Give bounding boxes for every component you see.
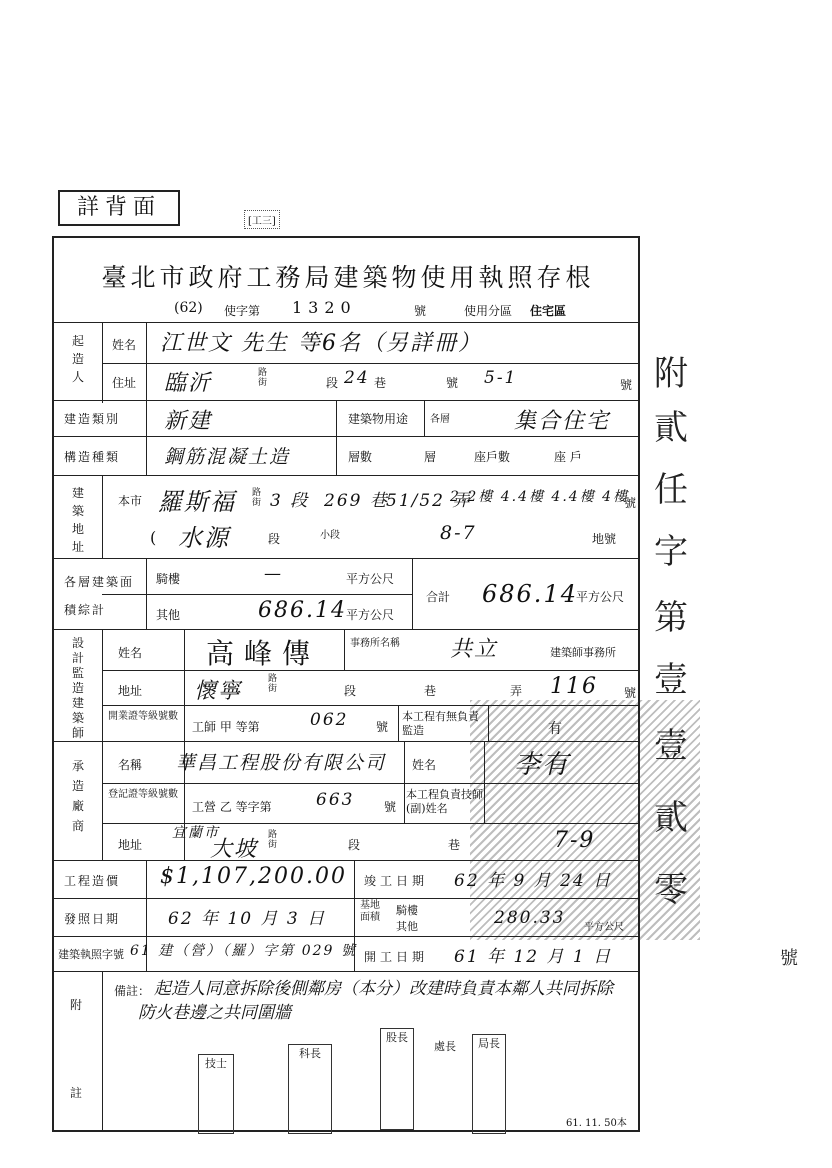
seal-technician: 技士	[198, 1054, 234, 1134]
contractor-addr-road-unit: 路街	[268, 830, 278, 850]
notes-section-top: 附	[70, 998, 83, 1012]
done-date-label: 竣工日期	[364, 874, 429, 888]
site-sec: 3 段	[270, 491, 310, 511]
zone-value: 住宅區	[530, 304, 567, 318]
site-no: 51/52 弄	[386, 491, 472, 511]
notes-label: 備註：	[114, 984, 151, 998]
margin-char: 附	[654, 354, 688, 394]
designer-office-value: 共立	[450, 637, 499, 662]
contractor-reg-label: 登記證等級號數	[108, 789, 178, 800]
margin-char: 任	[654, 470, 688, 510]
build-permit-value: 61 建（營）（羅）字第 029 號	[130, 943, 357, 959]
designer-addr-road: 路街	[268, 674, 278, 694]
applicant-no-label: 號	[446, 376, 459, 390]
site-suffix: 號	[624, 496, 637, 510]
area-arcade-unit: 平方公尺	[346, 572, 395, 586]
cost-label: 工程造價	[64, 874, 121, 888]
start-date-label: 開工日期	[364, 950, 429, 964]
zone-label: 使用分區	[464, 304, 513, 318]
structure-value: 鋼筋混凝土造	[164, 446, 291, 468]
permit-form	[52, 236, 640, 1132]
designer-addr-value: 懷寧	[194, 679, 243, 704]
site-line2-sec: 段	[268, 532, 281, 546]
site-line2-no: 8-7	[440, 522, 477, 544]
margin-char: 貳	[654, 798, 688, 838]
designer-addr-no: 116	[550, 674, 598, 699]
form-title: 臺北市政府工務局建築物使用執照存根	[101, 263, 595, 292]
designer-addr-label: 地址	[118, 684, 143, 698]
contractor-addr-road: 大坡	[210, 837, 259, 862]
base-area-unit: 平方公尺	[584, 922, 624, 933]
applicant-lane-value: 24	[344, 368, 370, 388]
margin-char: 號	[780, 948, 798, 969]
seal-section-chief: 科長	[288, 1044, 332, 1134]
floors-label: 層數	[348, 450, 373, 464]
area-total-value: 686.14	[482, 580, 578, 608]
site-line2-value: 水源	[178, 524, 230, 552]
contractor-reg-no: 663	[316, 790, 355, 810]
designer-name-value: 高峰傳	[206, 637, 321, 670]
issue-date-label: 發照日期	[64, 912, 121, 926]
permit-year: (62)	[174, 300, 203, 316]
designer-license-suffix: 號	[376, 720, 389, 734]
permit-number: 1320	[292, 298, 357, 317]
contractor-reg-suffix: 號	[384, 800, 397, 814]
contractor-addr-lane: 巷	[448, 838, 461, 852]
base-area-label: 基地面積	[360, 900, 380, 923]
document-tag: 詳背面	[58, 190, 180, 226]
applicant-address-road: 臨沂	[164, 371, 213, 396]
designer-license-no: 062	[310, 710, 349, 730]
designer-section-label: 設計監造建築師	[71, 636, 84, 740]
contractor-person-label: 姓名	[412, 758, 437, 772]
category-value: 新建	[164, 409, 213, 434]
notes-line1: 起造人同意拆除後側鄰房（本分）改建時負責本鄰人共同拆除	[154, 979, 613, 999]
site-section-label: 建築地址	[71, 486, 84, 554]
floors-value: 層	[424, 450, 437, 464]
base-area-value: 280.33	[494, 908, 566, 928]
notes-section-bottom: 註	[70, 1086, 83, 1100]
site-road: 羅斯福	[158, 488, 236, 516]
use-label: 建築物用途	[348, 412, 409, 426]
area-total-label: 合計	[426, 590, 451, 604]
designer-addr-sec: 段	[344, 684, 357, 698]
margin-char: 貳	[654, 408, 688, 448]
start-date-value: 61 年 12 月 1 日	[454, 947, 613, 967]
margin-char: 壹	[654, 726, 688, 766]
units-label: 座戶數	[474, 450, 511, 464]
form-print-code: 61. 11. 50本	[566, 1118, 627, 1129]
contractor-addr-no: 7-9	[554, 828, 596, 853]
permit-prefix: 使字第	[224, 304, 261, 318]
applicant-section-label: 起造人	[71, 334, 84, 384]
site-line2-suffix: 地號	[592, 532, 617, 546]
contractor-name-label: 名稱	[118, 758, 143, 772]
designer-office-label: 事務所名稱	[350, 638, 400, 649]
margin-char: 第	[654, 598, 688, 638]
site-detail: 2.2樓 4.4樓 4.4樓 4樓	[450, 489, 630, 505]
designer-supervise-value: 有	[548, 721, 562, 737]
structure-label: 構造種類	[64, 450, 121, 464]
seal-commissioner: 局長	[472, 1034, 506, 1134]
site-city: 本市	[118, 494, 143, 508]
margin-char: 壹	[654, 660, 688, 700]
contractor-tech-label: 本工程負責技師(副)姓名	[406, 788, 483, 815]
margin-char: 字	[654, 532, 688, 572]
designer-supervise-label: 本工程有無負責監造	[402, 710, 479, 737]
area-other-unit: 平方公尺	[346, 608, 395, 622]
applicant-no-value: 5-1	[484, 368, 518, 388]
site-line2-small: 小段	[320, 530, 340, 541]
contractor-reg-class: 工營 乙 等字第	[192, 800, 272, 814]
site-lane: 269 巷	[324, 491, 389, 511]
applicant-address-label: 住址	[112, 376, 137, 390]
cost-value: $1,107,200.00	[160, 864, 347, 889]
seal-unit-chief: 股長	[380, 1028, 414, 1130]
designer-addr-lane: 巷	[424, 684, 437, 698]
corner-stamp: [工三]	[244, 210, 280, 229]
designer-addr-suffix: 號	[624, 686, 637, 700]
contractor-name-value: 華昌工程股份有限公司	[176, 752, 387, 774]
designer-name-label: 姓名	[118, 646, 143, 660]
area-arcade-value: —	[264, 564, 283, 584]
area-other-value: 686.14	[258, 598, 347, 623]
category-label: 建造類別	[64, 412, 121, 426]
build-permit-label: 建築執照字號	[58, 948, 124, 961]
area-section-label: 各層建築面積綜計	[64, 575, 135, 617]
contractor-addr-label: 地址	[118, 838, 143, 852]
applicant-sec-label: 段	[326, 376, 339, 390]
base-arcade-label: 騎樓	[396, 904, 418, 917]
contractor-section-label: 承造廠商	[71, 759, 84, 833]
applicant-name-label: 姓名	[112, 338, 137, 352]
issue-date-value: 62 年 10 月 3 日	[168, 909, 327, 929]
site-road-unit: 路街	[252, 488, 262, 508]
applicant-no-suffix: 號	[620, 378, 633, 392]
contractor-addr-sec: 段	[348, 838, 361, 852]
applicant-name-value: 江世文 先生 等6名（另詳冊）	[160, 331, 482, 356]
contractor-person-value: 李有	[514, 750, 571, 780]
units-value: 座 戶	[554, 450, 582, 464]
designer-addr-no-label: 弄	[510, 684, 523, 698]
area-total-unit: 平方公尺	[576, 590, 625, 604]
seal-director: 處長	[434, 1040, 456, 1053]
applicant-lane-label: 巷	[374, 376, 387, 390]
margin-char: 零	[654, 870, 688, 910]
use-value: 集合住宅	[514, 409, 611, 434]
designer-license-class: 工師 甲 等第	[192, 720, 260, 734]
permit-suffix: 號	[414, 304, 427, 318]
site-paren: (	[150, 528, 157, 547]
notes-line2: 防火巷邊之共同圍牆	[138, 1003, 291, 1023]
designer-license-label: 開業證等級號數	[108, 711, 178, 722]
applicant-road-unit: 路街	[258, 368, 268, 388]
done-date-value: 62 年 9 月 24 日	[454, 871, 613, 891]
designer-office-suffix: 建築師事務所	[550, 646, 616, 659]
area-arcade-label: 騎樓	[156, 572, 181, 586]
use-floors: 各層	[430, 414, 450, 425]
area-other-label: 其他	[156, 608, 181, 622]
base-other-label: 其他	[396, 920, 418, 933]
contractor-addr-city: 宜蘭市	[172, 825, 220, 841]
